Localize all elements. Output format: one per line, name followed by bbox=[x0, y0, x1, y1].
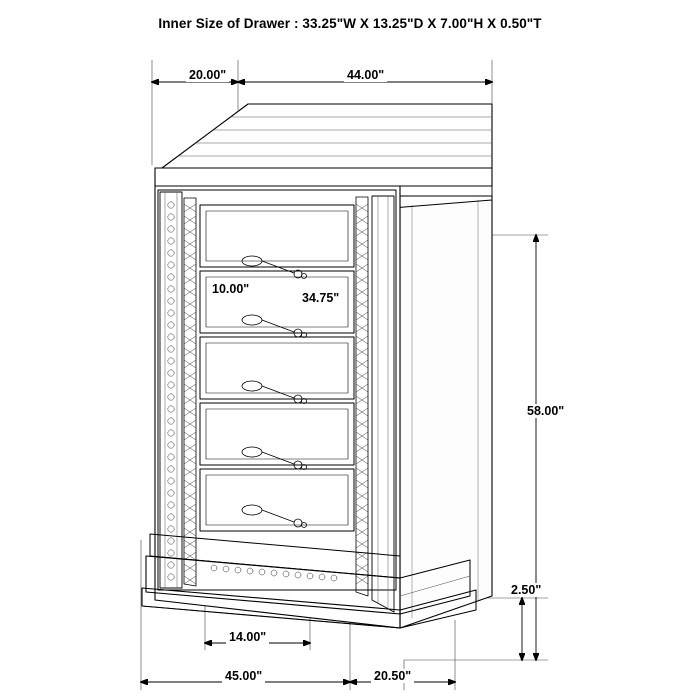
page-title: Inner Size of Drawer : 33.25"W X 13.25"D X 7.00"H X 0.50"T bbox=[158, 16, 542, 31]
dimension-label-overall-height: 58.00" bbox=[524, 404, 567, 418]
dimension-label-drawer-width: 34.75" bbox=[299, 291, 342, 305]
dimension-label-overall-depth: 20.50" bbox=[371, 669, 414, 683]
dimension-label-overall-width: 45.00" bbox=[222, 669, 265, 683]
dimension-label-width-top: 44.00" bbox=[344, 68, 387, 82]
dimension-label-drawer-height: 10.00" bbox=[209, 282, 252, 296]
dimension-label-depth-top: 20.00" bbox=[186, 68, 229, 82]
dimension-label-base-height: 2.50" bbox=[508, 583, 544, 597]
dimension-label-toe-kick-width: 14.00" bbox=[226, 630, 269, 644]
